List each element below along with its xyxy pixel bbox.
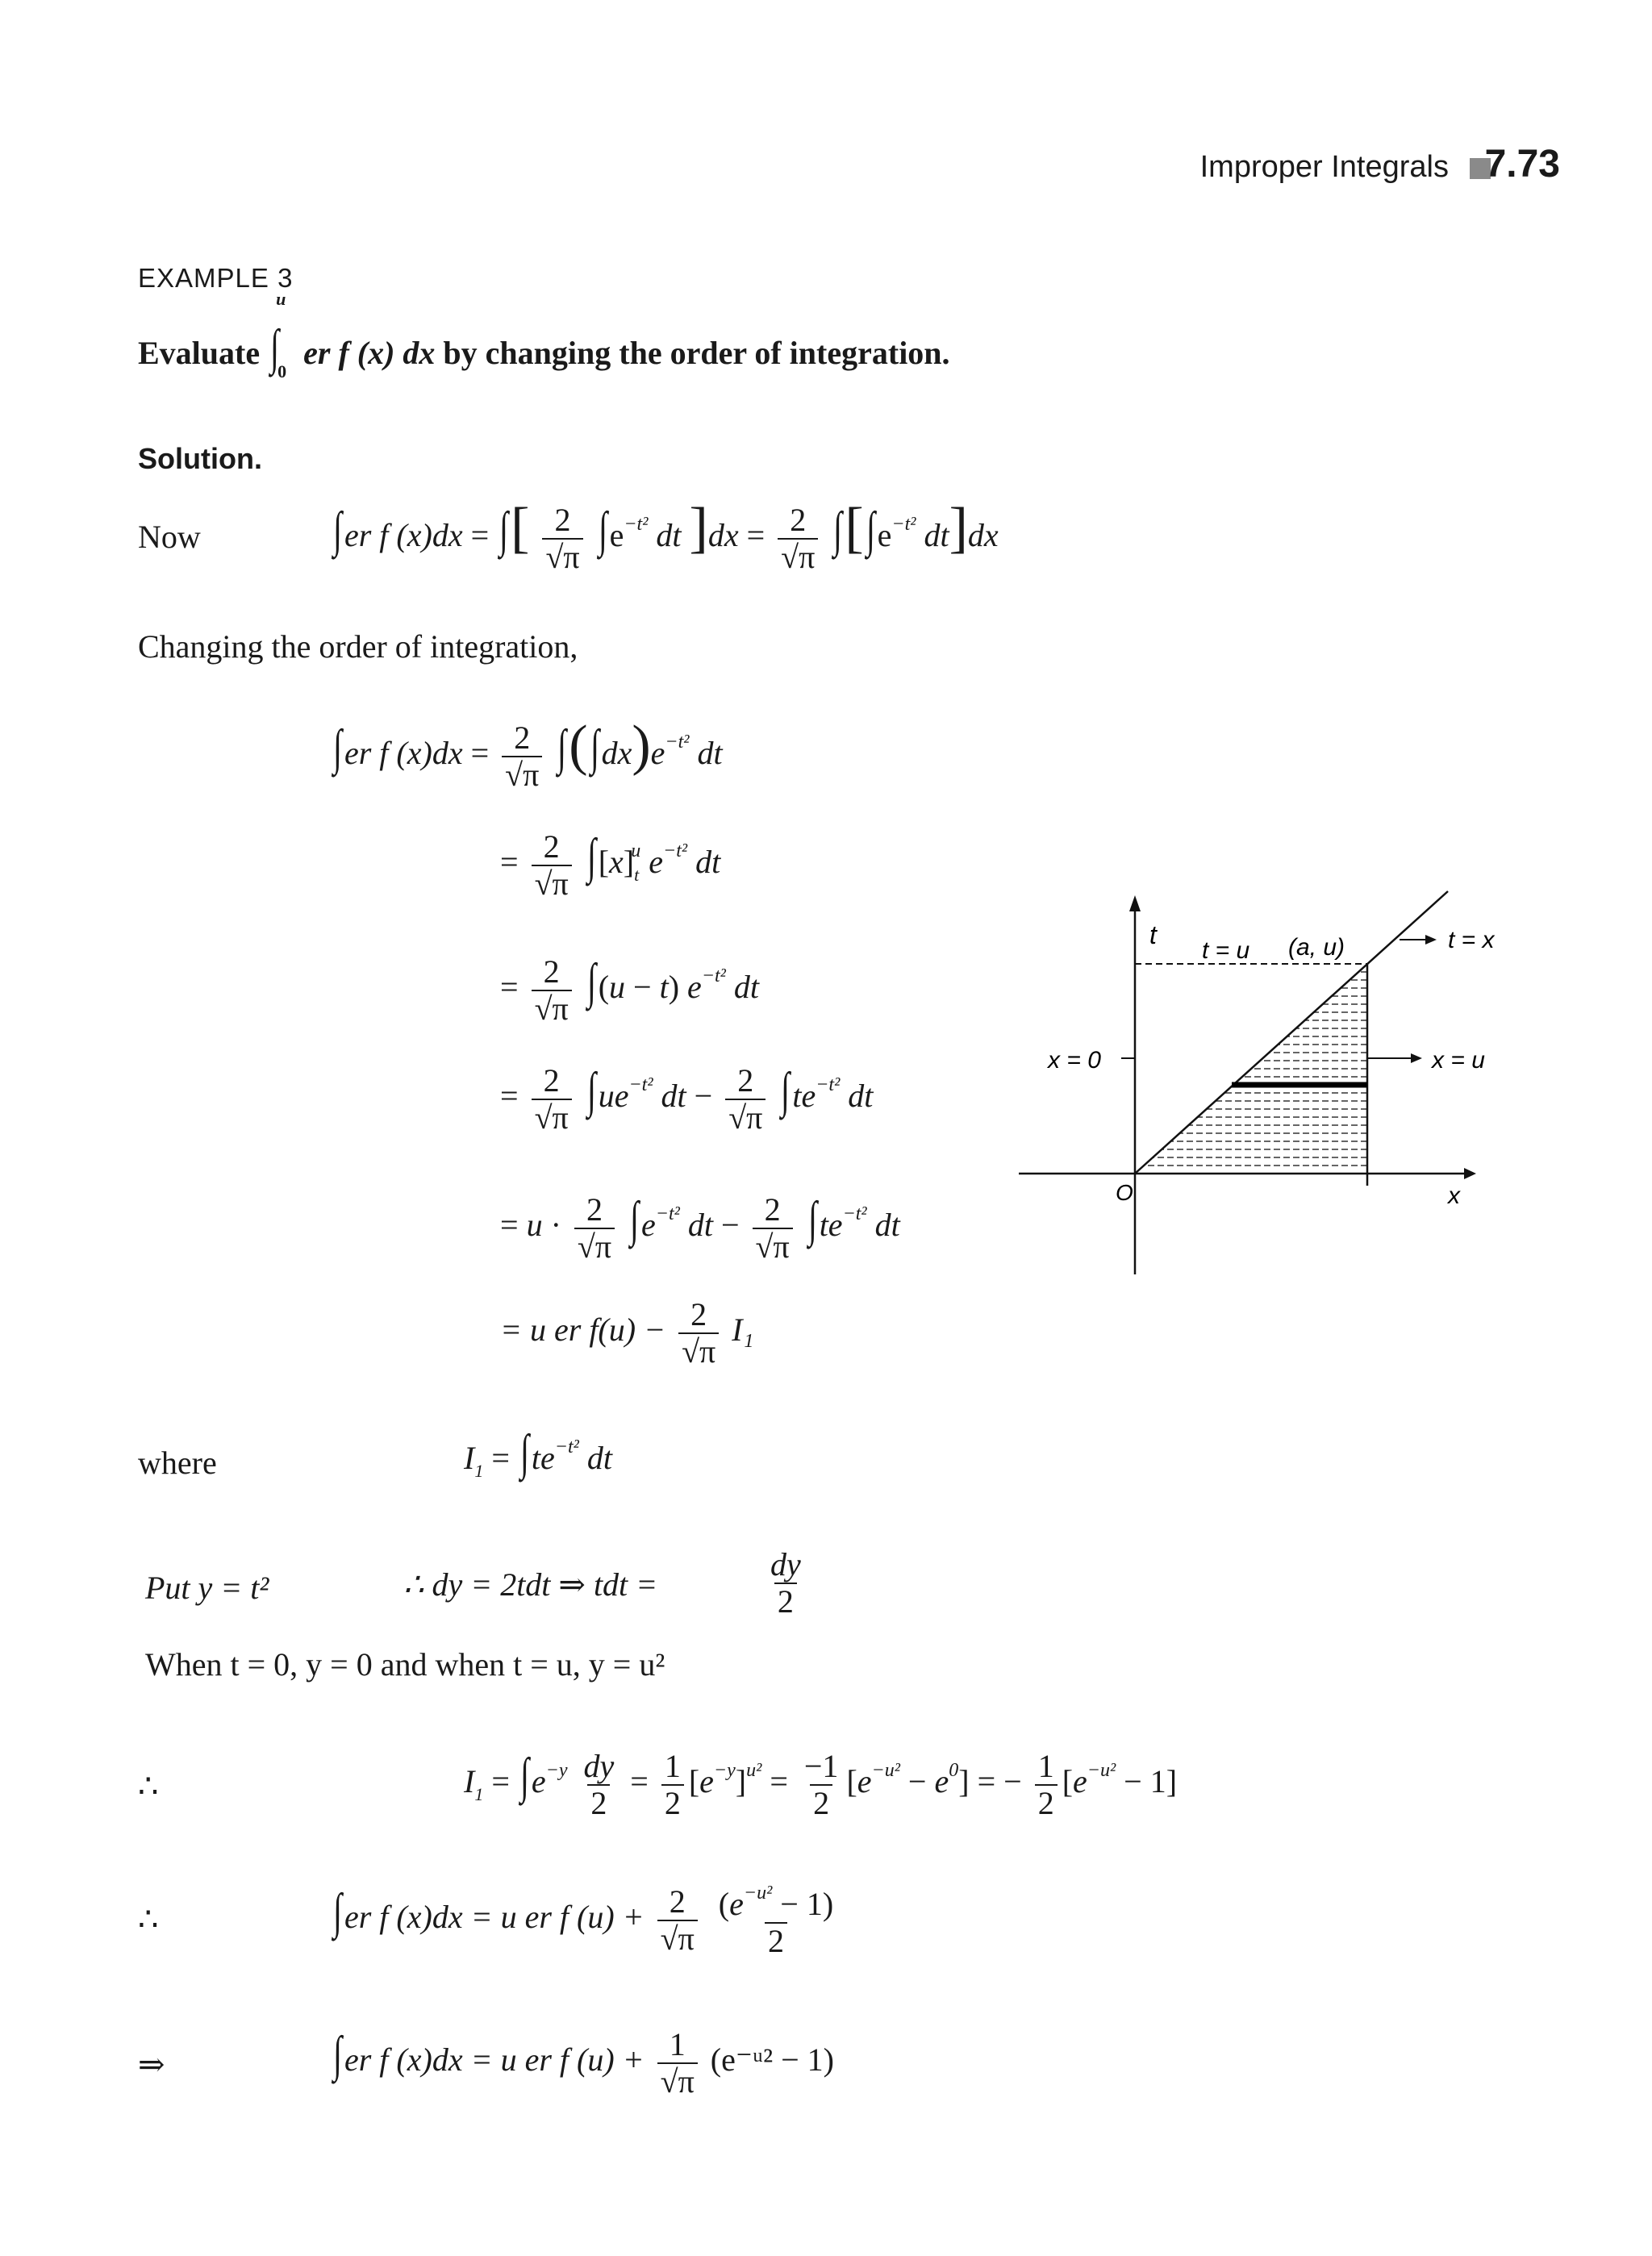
problem-statement: Evaluate u ∫ 0 er f (x) dx by changing the order of integration. xyxy=(138,289,950,382)
therefore-symbol-1: ∴ xyxy=(138,1768,159,1804)
arrow-x-equals-u-icon xyxy=(1411,1053,1422,1063)
implies-symbol: ⇒ xyxy=(138,2046,165,2083)
equation-step-4: = $\frac{2}{√\pi}$ $\int ue^{-t^2}$ dt − $\frac{2}{√\pi}$ $\int te^{-t^2}$ dt xyxy=(500,1062,874,1136)
substitution-text: Put y = t² xyxy=(145,1570,269,1606)
example-label: EXAMPLE 3 xyxy=(138,263,294,293)
changing-order-text: Changing the order of integration, xyxy=(138,628,578,665)
equation-i1-definition: $I_1 = \int te^{-t^2}$ dt xyxy=(464,1425,612,1481)
equation-result-2: ∫er f (x)dx = u er f (u) + $\frac{1}{√\pi}$ (e⁻ᵘ² − 1) xyxy=(332,2026,834,2100)
substitution-dy: ∴ dy = 2tdt ⇒ tdt = xyxy=(403,1566,658,1603)
integration-region-diagram xyxy=(1012,879,1512,1282)
solution-label: Solution. xyxy=(138,442,262,475)
label-origin: O xyxy=(1116,1180,1133,1205)
page-number: 7.73 xyxy=(1484,143,1560,186)
label-x-equals-u: x = u xyxy=(1432,1047,1485,1074)
therefore-symbol-2: ∴ xyxy=(138,1901,159,1937)
now-label: Now xyxy=(138,519,201,555)
problem-evaluate: Evaluate xyxy=(138,335,261,371)
where-label: where xyxy=(138,1445,217,1481)
equation-step-5: = u · $\frac{2}{√\pi}$ $\int e^{-t^2}$ dt − $\frac{2}{√\pi}$ $\int te^{-t^2}$ dt xyxy=(500,1191,900,1265)
limits-text: When t = 0, y = 0 and when t = u, y = u² xyxy=(145,1646,665,1683)
label-t-equals-u: t = u xyxy=(1202,937,1250,964)
label-t-equals-x: t = x xyxy=(1448,927,1495,953)
problem-instruction: by changing the order of integration. xyxy=(443,335,950,371)
equation-step-3: = $\frac{2}{√\pi}$ ∫(u − t) $e^{-t^2}$ dt xyxy=(500,953,759,1027)
t-axis-arrow-icon xyxy=(1129,895,1141,911)
problem-integrand: er f (x) dx xyxy=(303,335,436,371)
label-t: t xyxy=(1149,920,1157,949)
substitution-fraction: $\frac{dy}{2}$ xyxy=(770,1546,801,1620)
equation-step-6: = u er f(u) − $\frac{2}{√\pi}$ I₁ xyxy=(500,1296,754,1370)
label-x-equals-0: x = 0 xyxy=(1048,1047,1101,1074)
arrow-t-equals-x-icon xyxy=(1425,935,1437,945)
equation-i1-evaluation: $I_1 = \int e^{-y}$ $\frac{dy}{2}$ = $\frac{1}{2}$ $[e^{-y}]^{u^2}$ = $\frac{-1}{2}$ $[e^{-u^2} - e^0]$ = − $\frac{1}{2}$ $[e^{-u^2} - 1]$ xyxy=(464,1748,1178,1821)
label-point-a-u: (a, u) xyxy=(1288,934,1345,961)
equation-result-1: ∫er f (x)dx = u er f (u) + $\frac{2}{√\pi}$ $\frac{(e^{-u^2} - 1)}{2}$ xyxy=(332,1883,834,1959)
running-head-title: Improper Integrals xyxy=(1199,150,1449,184)
label-x: x xyxy=(1448,1182,1460,1209)
x-axis-arrow-icon xyxy=(1464,1168,1476,1179)
equation-now: ∫er f (x)dx = ∫[ $\frac{2}{√\pi}$ $\int e^{-t^2}$ dt ]dx = $\frac{2}{√\pi}$ $\int[\int e^{-t^2}$ dt]dx xyxy=(332,497,999,575)
equation-step-2: = $\frac{2}{√\pi}$ $\int[x]_t^u$ $e^{-t^2}$ dt xyxy=(500,828,721,902)
equation-step-1: ∫er f (x)dx = $\frac{2}{√\pi}$ $\int(\int dx)e^{-t^2}$ dt xyxy=(332,715,723,793)
